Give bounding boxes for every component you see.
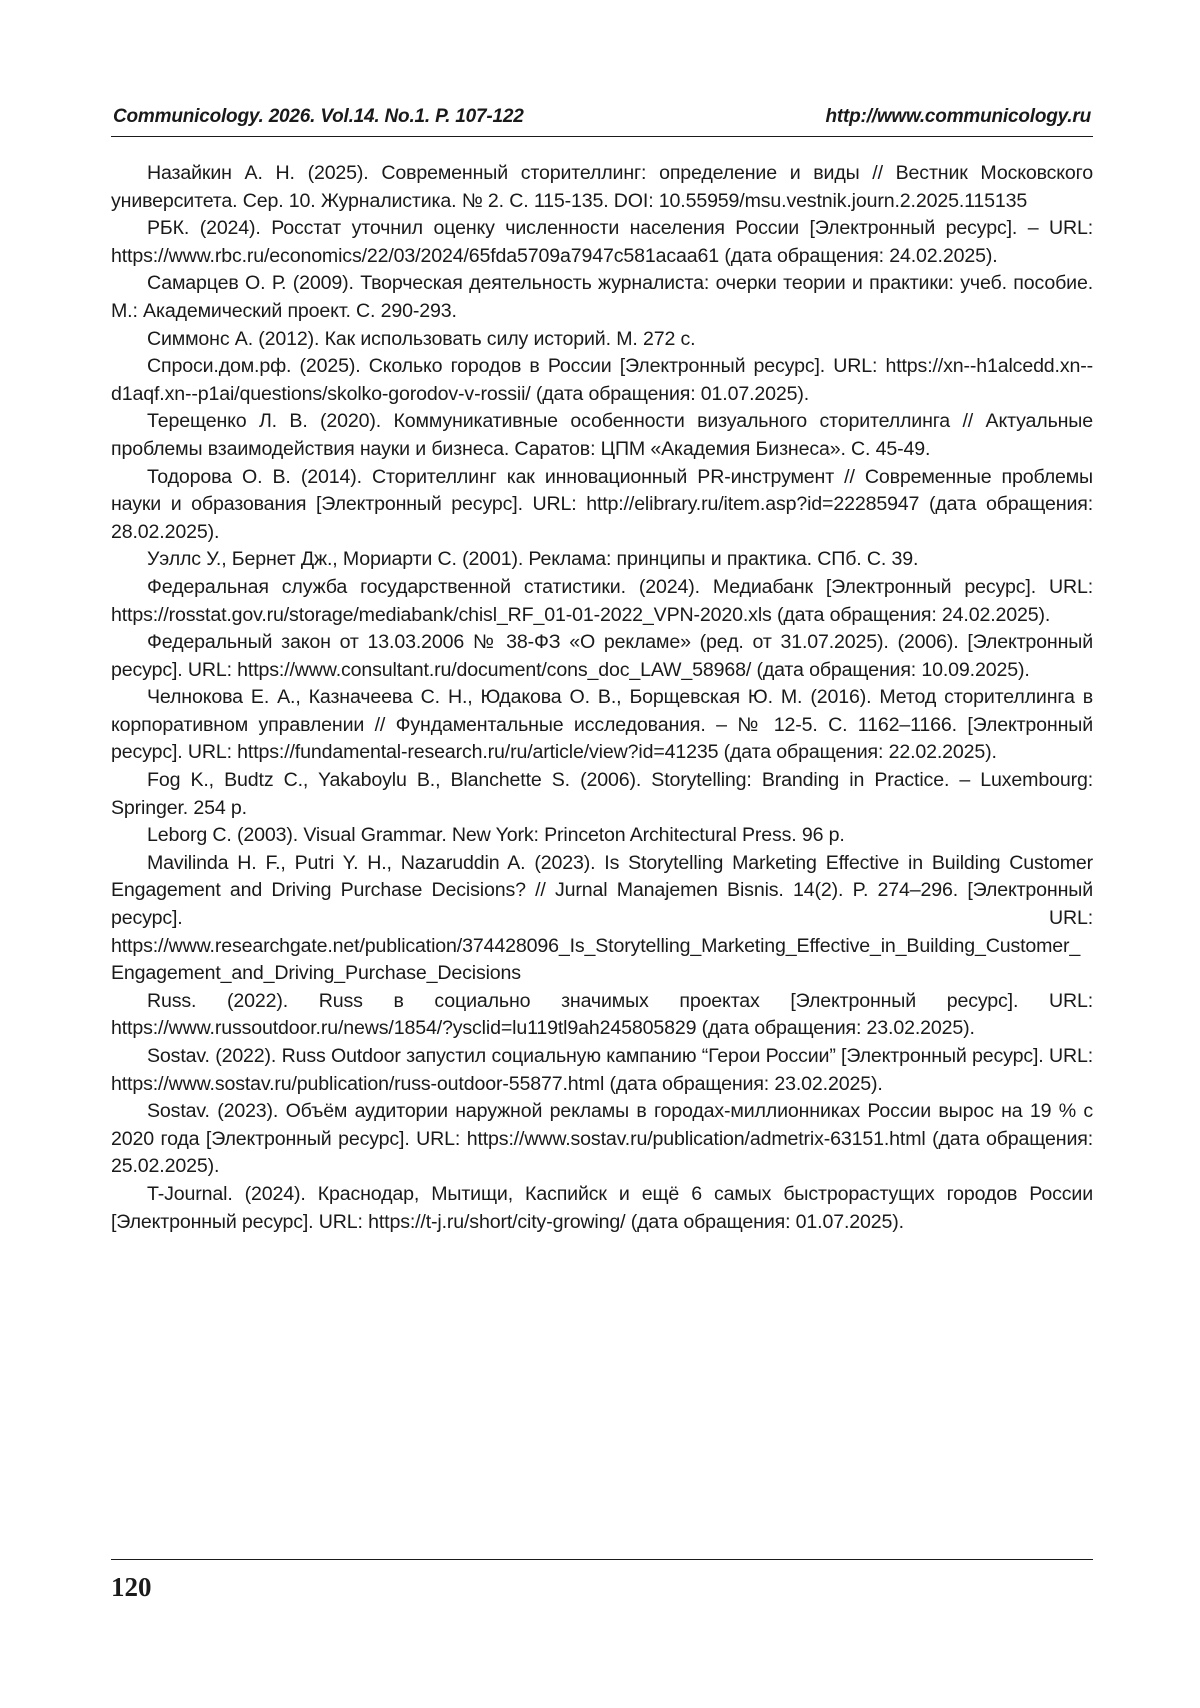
- reference-entry: Челнокова Е. А., Казначеева С. Н., Юдакова О. В., Борщевская Ю. М. (2016). Метод сторителлинга в корпоративном управлении // Фундаментальные исследования. – № 12-5. С. 1162–1166. [Электронный ресурс]. URL: https://fundamental-research.ru/ru/article/view?id=41235 (дата обращения: 22.02.2025).: [111, 686, 1093, 764]
- reference-entry: Самарцев О. Р. (2009). Творческая деятельность журналиста: очерки теории и практики: учеб. пособие. М.: Академический проект. С. 290-293.: [111, 272, 1093, 322]
- reference-entry: Russ. (2022). Russ в социально значимых проектах [Электронный ресурс]. URL: https://www.russoutdoor.ru/news/1854/?ysclid=lu119tl9ah245805829 (дата обращения: 23.02.2025).: [111, 989, 1093, 1040]
- running-header: [111, 102, 1093, 137]
- reference-list: [111, 160, 1093, 1236]
- footer-divider: [111, 1559, 1093, 1560]
- reference-entry: Симмонс А. (2012). Как использовать силу историй. М. 272 с.: [147, 327, 696, 350]
- reference-entry: Mavilinda H. F., Putri Y. H., Nazaruddin A. (2023). Is Storytelling Marketing Effective in Building Customer Engagement and Driving Purchase Decisions? // Jurnal Manajemen Bisnis. 14(2). P. 274–296. [Электронный ресурс]. URL: https://www.researchgate.net/publication/374428096_Is_Storytelling_Marketing_Effective_in_Building_Customer_Engagement_and_Driving_Purchase_Decisions: [111, 851, 1093, 985]
- reference-entry: Тодорова О. В. (2014). Сторителлинг как инновационный PR-инструмент // Современные проблемы науки и образования [Электронный ресурс]. URL: http://elibrary.ru/item.asp?id=22285947 (дата обращения: 28.02.2025).: [111, 465, 1093, 543]
- reference-entry: Sostav. (2023). Объём аудитории наружной рекламы в городах-миллионниках России вырос на 19 % с 2020 года [Электронный ресурс]. URL: https://www.sostav.ru/publication/admetrix-63151.html (дата обращения: 25.02.2025).: [111, 1100, 1093, 1178]
- reference-entry: Федеральный закон от 13.03.2006 № 38-ФЗ «О рекламе» (ред. от 31.07.2025). (2006). [Электронный ресурс]. URL: https://www.consultant.ru/document/cons_doc_LAW_58968/ (дата обращения: 10.09.2025).: [111, 631, 1093, 681]
- journal-url[interactable]: http://www.communicology.ru: [825, 106, 1091, 127]
- reference-entry: Спроси.дом.рф. (2025). Сколько городов в России [Электронный ресурс]. URL: https://xn--h1alcedd.xn--d1aqf.xn--p1ai/questions/skolko-gorodov-v-rossii/ (дата обращения: 01.07.2025).: [111, 355, 1093, 405]
- reference-entry: T-Journal. (2024). Краснодар, Мытищи, Каспийск и ещё 6 самых быстрорастущих городов России [Электронный ресурс]. URL: https://t-j.ru/short/city-growing/ (дата обращения: 01.07.2025).: [111, 1182, 1093, 1233]
- reference-entry: Терещенко Л. В. (2020). Коммуникативные особенности визуального сторителлинга // Актуальные проблемы взаимодействия науки и бизнеса. Саратов: ЦПМ «Академия Бизнеса». С. 45-49.: [111, 410, 1093, 460]
- reference-entry: Fog K., Budtz C., Yakaboylu B., Blanchette S. (2006). Storytelling: Branding in Practice. – Luxembourg: Springer. 254 p.: [111, 769, 1093, 819]
- reference-entry: Sostav. (2022). Russ Outdoor запустил социальную кампанию “Герои России” [Электронный ресурс]. URL: https://www.sostav.ru/publication/russ-outdoor-55877.html (дата обращения: 23.02.2025).: [111, 1045, 1093, 1095]
- reference-entry: Уэллс У., Бернет Дж., Мориарти С. (2001). Реклама: принципы и практика. СПб. С. 39.: [147, 548, 919, 571]
- page-number: 120: [111, 1572, 152, 1602]
- reference-entry: Федеральная служба государственной статистики. (2024). Медиабанк [Электронный ресурс]. URL: https://rosstat.gov.ru/storage/mediabank/chisl_RF_01-01-2022_VPN-2020.xls (дата обращения: 24.02.2025).: [111, 575, 1093, 626]
- journal-citation: Communicology. 2026. Vol.14. No.1. P. 107-122: [113, 106, 524, 127]
- reference-entry: Назайкин А. Н. (2025). Современный сторителлинг: определение и виды // Вестник Московского университета. Сер. 10. Журналистика. № 2. С. 115-135. DOI: 10.55959/msu.vestnik.journ.2.2025.115135: [111, 162, 1093, 212]
- reference-entry: Leborg C. (2003). Visual Grammar. New York: Princeton Architectural Press. 96 p.: [147, 824, 845, 847]
- reference-entry: РБК. (2024). Росстат уточнил оценку численности населения России [Электронный ресурс]. – URL: https://www.rbc.ru/economics/22/03/2024/65fda5709a7947c581acaa61 (дата обращения: 24.02.2025).: [111, 217, 1093, 267]
